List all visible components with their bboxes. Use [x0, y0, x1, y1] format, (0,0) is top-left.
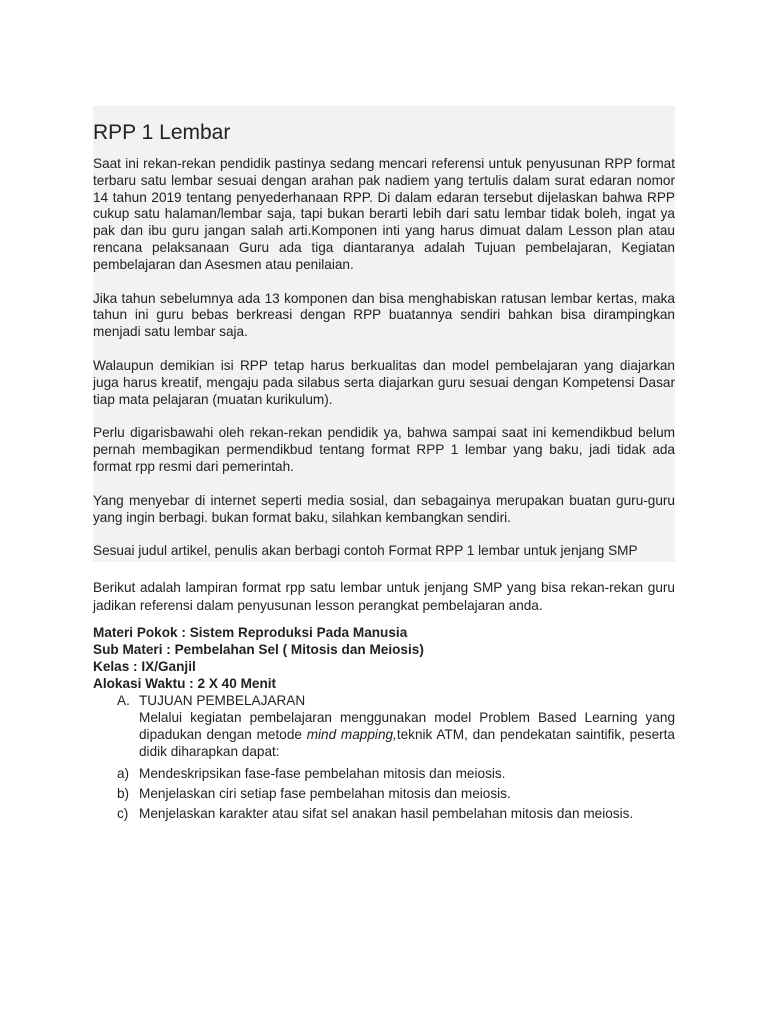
- meta-kelas: Kelas : IX/Ganjil: [93, 658, 196, 674]
- section-heading: [117, 692, 675, 709]
- paragraph: Walaupun demikian isi RPP tetap harus berkualitas dan model pembelajaran yang diajarkan juga harus kreatif, mengaju pada silabus serta diajarkan guru sesuai dengan Kompetensi Dasar tiap mata pelajaran (muatan kurikulum).: [93, 357, 675, 407]
- section-text-after: teknik ATM, dan pendekatan saintifik, peserta didik diharapkan dapat:: [139, 727, 675, 760]
- list-item: [117, 784, 675, 804]
- list-item: [117, 804, 675, 824]
- meta-sub-materi: Sub Materi : Pembelahan Sel ( Mitosis dan Meiosis): [93, 641, 424, 657]
- paragraph: Saat ini rekan-rekan pendidik pastinya sedang mencari referensi untuk penyusunan RPP format terbaru satu lembar sesuai dengan arahan pak nadiem yang tertulis dalam surat edaran nomor 14 tahun 2019 tentang penyederhanaan RPP. Di dalam edaran tersebut dijelaskan bahwa RPP cukup satu halaman/lembar saja, tapi bukan berarti lebih dari satu lembar tidak boleh, ingat ya pak dan ibu guru jangan salah arti.Komponen inti yang harus dimuat dalam Lesson plan atau rencana pelaksanaan Guru ada tiga diantaranya adalah Tujuan pembelajaran, Kegiatan pembelajaran dan Asesmen atau penilaian.: [93, 156, 675, 272]
- article-shaded-block: [93, 106, 675, 562]
- list-item-text: Mendeskripsikan fase-fase pembelahan mitosis dan meiosis.: [139, 766, 506, 782]
- meta-materi-pokok: Materi Pokok : Sistem Reproduksi Pada Manusia: [93, 625, 408, 641]
- section-text-italic: mind mapping,: [306, 727, 397, 743]
- section-text-before: Melalui kegiatan pembelajaran menggunakan model Problem Based Learning yang dipadukan dengan metode: [139, 710, 675, 743]
- paragraph: Sesuai judul artikel, penulis akan berbagi contoh Format RPP 1 lembar untuk jenjang SMP: [93, 543, 638, 559]
- list-item-number: c): [117, 806, 129, 822]
- lesson-plan-block: [93, 579, 675, 824]
- paragraph: Jika tahun sebelumnya ada 13 komponen dan bisa menghabiskan ratusan lembar kertas, maka tahun ini guru bebas berkreasi dengan RPP buatannya sendiri bahkan bisa dirampingkan menjadi satu lembar saja.: [93, 290, 675, 340]
- intro-paragraph: Berikut adalah lampiran format rpp satu lembar untuk jenjang SMP yang bisa rekan-rekan guru jadikan referensi dalam penyusunan lesson perangkat pembelajaran anda.: [93, 580, 675, 613]
- paragraph: Yang menyebar di internet seperti media sosial, dan sebagainya merupakan buatan guru-guru yang ingin berbagi. bukan format baku, silahkan kembangkan sendiri.: [93, 492, 675, 525]
- objectives-list: [117, 764, 675, 824]
- section-letter: A.: [117, 693, 130, 709]
- list-item-number: a): [117, 766, 130, 782]
- list-item-text: Menjelaskan ciri setiap fase pembelahan mitosis dan meiosis.: [139, 786, 511, 802]
- section-heading-text: TUJUAN PEMBELAJARAN: [139, 693, 306, 709]
- paragraph: Perlu digarisbawahi oleh rekan-rekan pendidik ya, bahwa sampai saat ini kemendikbud belum pernah membagikan permendikbud tentang format RPP 1 lembar yang baku, jadi tidak ada format rpp resmi dari pemerintah.: [93, 425, 675, 474]
- list-item-number: b): [117, 786, 130, 802]
- document-title: RPP 1 Lembar: [93, 121, 231, 144]
- list-item-text: Menjelaskan karakter atau sifat sel anakan hasil pembelahan mitosis dan meiosis.: [139, 806, 634, 822]
- list-item: [117, 764, 675, 784]
- meta-alokasi-waktu: Alokasi Waktu : 2 X 40 Menit: [93, 675, 277, 691]
- document-page: [93, 106, 675, 824]
- section-description: [139, 709, 675, 760]
